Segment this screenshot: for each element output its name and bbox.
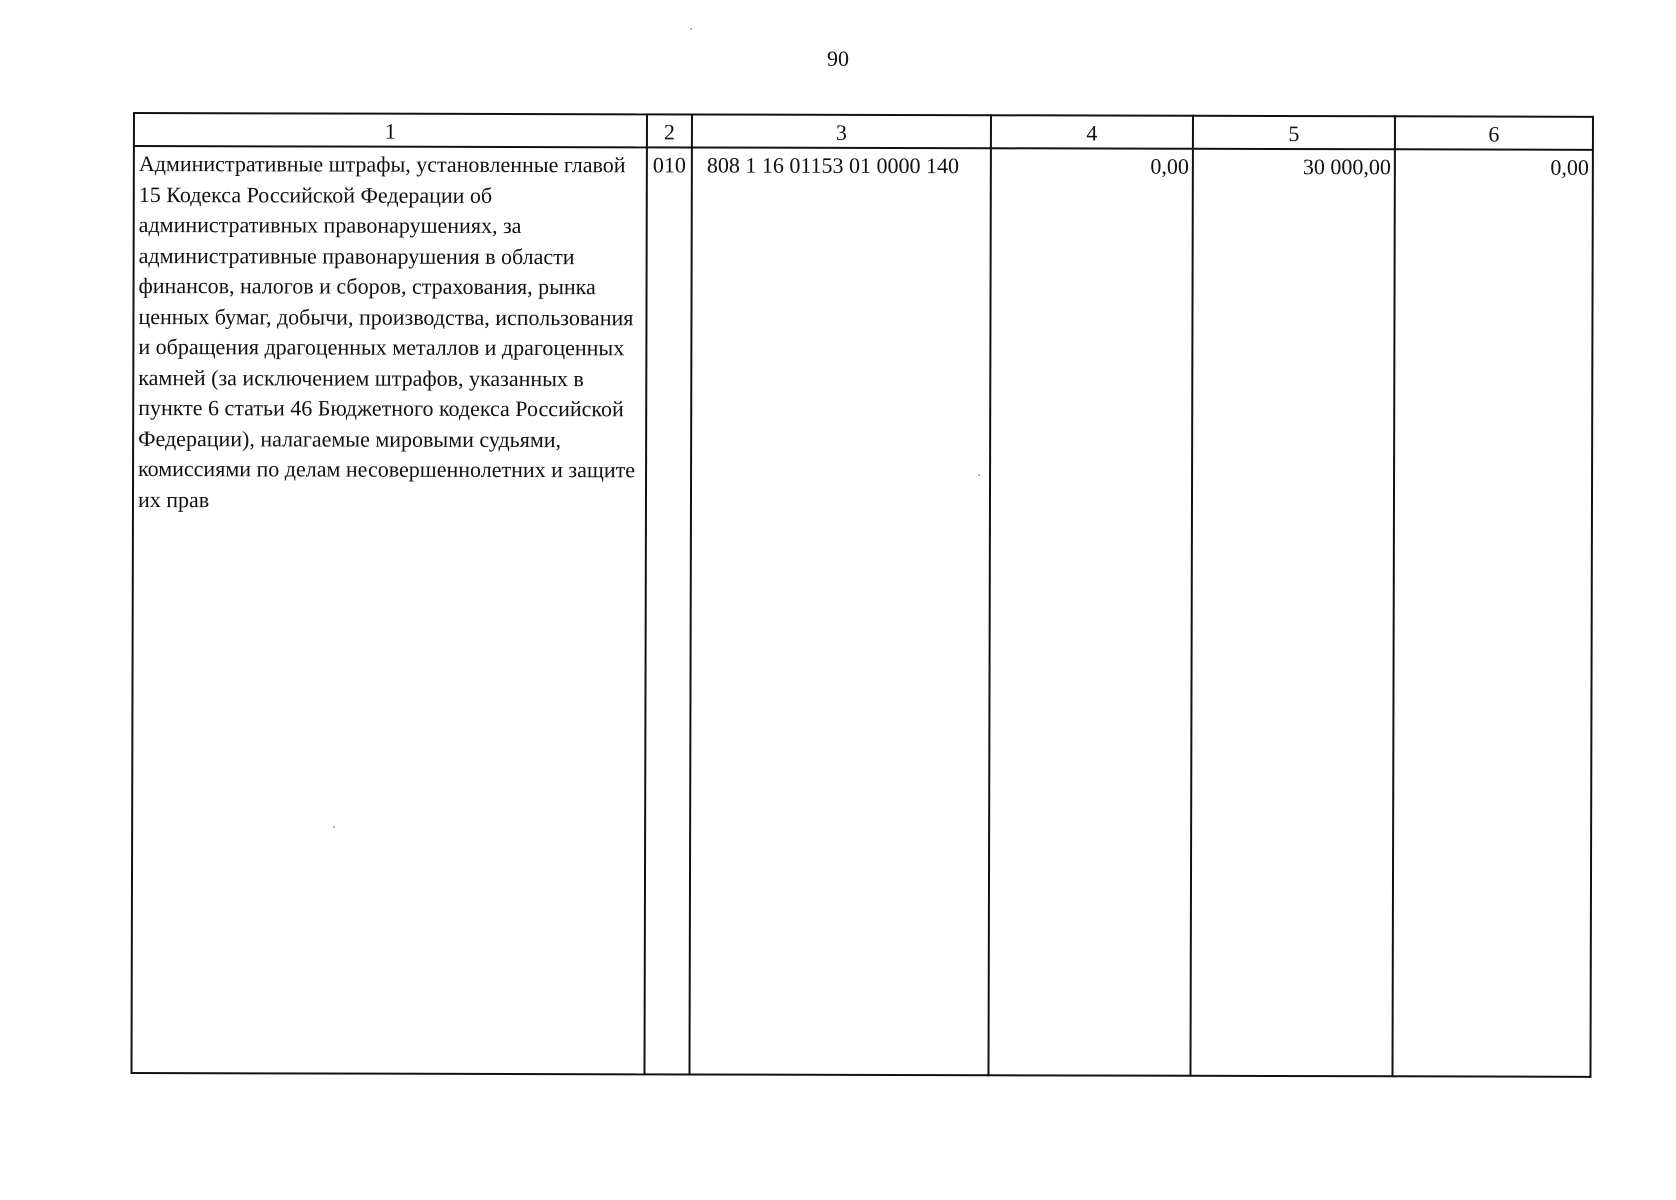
table-row bbox=[131, 146, 1592, 1077]
column-header-6: 6 bbox=[1395, 116, 1593, 150]
scan-speck bbox=[690, 28, 692, 30]
page-number: 90 bbox=[827, 46, 849, 71]
row-line-code: 010 bbox=[644, 147, 691, 1074]
column-header-3: 3 bbox=[692, 114, 991, 148]
column-header-5: 5 bbox=[1193, 116, 1395, 150]
column-header-1: 1 bbox=[134, 113, 647, 147]
row-amount-col6: 0,00 bbox=[1392, 149, 1592, 1077]
row-description: Административные штрафы, установленные главой 15 Кодекса Российской Федерации об административных правонарушениях, за административные правонарушения в области финансов, налогов и сборов, страхования, рынка ценных бумаг, добычи, производства, использования и обращения драгоценных металлов и драгоценных камней (за исключением штрафов, указанных в пункте 6 статьи 46 Бюджетного кодекса Российской Федерации), налагаемые мировыми судьями, комиссиями по делам несовершеннолетних и защите их прав bbox=[131, 146, 646, 1074]
table-header-row bbox=[134, 113, 1593, 150]
row-amount-col4: 0,00 bbox=[988, 148, 1192, 1076]
column-header-4: 4 bbox=[991, 115, 1193, 149]
row-amount-col5: 30 000,00 bbox=[1190, 149, 1394, 1077]
row-budget-code: 808 1 16 01153 01 0000 140 bbox=[689, 147, 990, 1075]
column-header-2: 2 bbox=[647, 114, 692, 147]
report-table bbox=[130, 112, 1594, 1078]
